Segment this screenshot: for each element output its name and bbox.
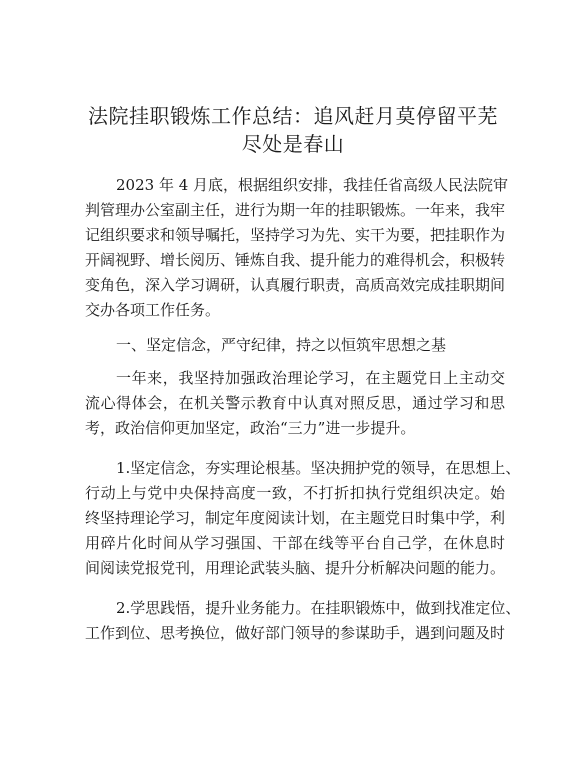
paragraph-line: 用碎片化时间从学习强国、干部在线等平台自己学，在休息时 bbox=[85, 534, 505, 552]
paragraph-line: 2023 年 4 月底，根据组织安排，我挂任省高级人民法院审 bbox=[116, 176, 509, 194]
paragraph-line: 开阔视野、增长阅历、锤炼自我、提升能力的难得机会，积极转 bbox=[85, 251, 506, 269]
document-title-line-1: 法院挂职锻炼工作总结：追风赶月莫停留平芜 bbox=[88, 104, 498, 128]
paragraph-line: 交办各项工作任务。 bbox=[85, 301, 221, 319]
paragraph-line: 流心得体会，在机关警示教育中认真对照反思，通过学习和思 bbox=[85, 394, 505, 412]
paragraph-line: 变角色，深入学习调研，认真履行职责，高质高效完成挂职期间 bbox=[85, 276, 506, 294]
paragraph-line: 记组织要求和领导嘱托，坚持学习为先、实干为要，把挂职作为 bbox=[85, 226, 506, 244]
paragraph-line: 1.坚定信念，夯实理论根基。坚决拥护党的领导，在思想上、 bbox=[116, 459, 521, 477]
paragraph-line: 考，政治信仰更加坚定，政治“三力”进一步提升。 bbox=[85, 419, 416, 437]
paragraph-line: 行动上与党中央保持高度一致，不打折扣执行党组织决定。始 bbox=[85, 484, 505, 502]
paragraph-line: 工作到位、思考换位，做好部门领导的参谋助手，遇到问题及时 bbox=[85, 624, 506, 642]
document-title-line-2: 尽处是春山 bbox=[241, 132, 345, 156]
paragraph-line: 判管理办公室副主任，进行为期一年的挂职锻炼。一年来，我牢 bbox=[85, 201, 506, 219]
section-heading: 一、坚定信念，严守纪律，持之以恒筑牢思想之基 bbox=[116, 336, 447, 354]
paragraph-line: 间阅读党报党刊，用理论武装头脑、提升分析解决问题的能力。 bbox=[85, 559, 506, 577]
paragraph-line: 终坚持理论学习，制定年度阅读计划，在主题党日时集中学，利 bbox=[85, 509, 506, 527]
paragraph-line: 2.学思践悟，提升业务能力。在挂职锻炼中，做到找准定位、 bbox=[116, 599, 521, 617]
paragraph-line: 一年来，我坚持加强政治理论学习，在主题党日上主动交 bbox=[116, 369, 505, 387]
